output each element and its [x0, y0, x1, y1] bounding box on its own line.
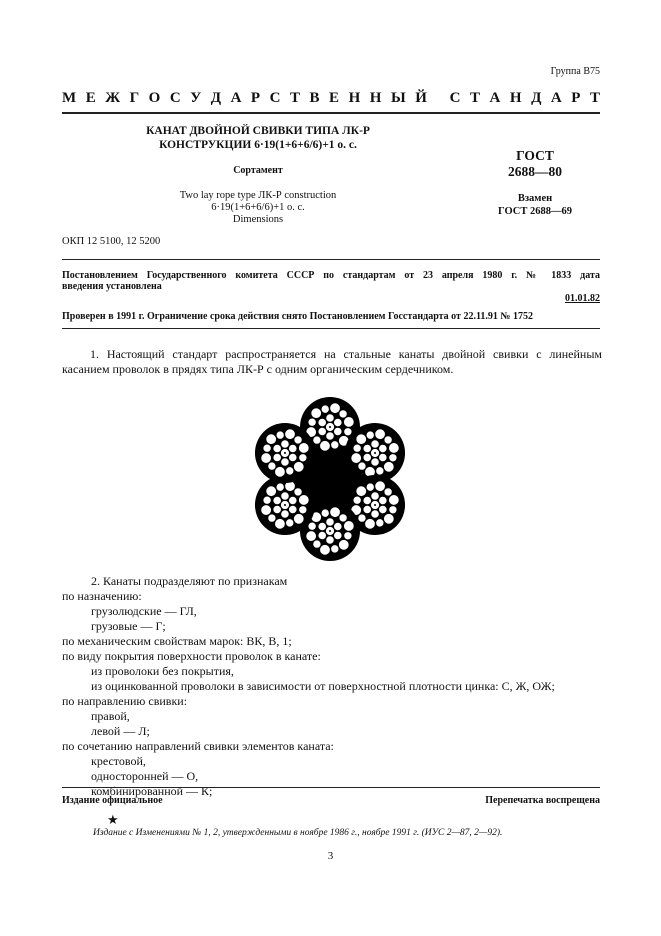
banner-letter: А [489, 90, 501, 106]
reprint-prohibited-label: Перепечатка воспрещена [485, 795, 600, 806]
strand-center-dot [374, 452, 376, 454]
list-line: по направлению свивки: [62, 694, 188, 708]
banner-letter: С [269, 90, 281, 106]
strand-wire [263, 496, 271, 504]
strand-wire [338, 539, 349, 550]
strand-wire [363, 444, 372, 453]
strand-wire [276, 483, 284, 491]
effective-date: 01.01.82 [565, 293, 600, 304]
strand-wire [273, 444, 282, 453]
strand-wire [326, 536, 335, 545]
strand-wire [318, 531, 327, 540]
decree-line-1: Постановлением Государственного комитета СССР по стандартам от 23 апреля 1980 г. № 1833 дата [62, 270, 600, 281]
strand-wire [326, 518, 335, 527]
list-line: по назначению: [62, 589, 142, 603]
page-number: 3 [327, 850, 334, 862]
banner-letter: Д [531, 90, 542, 106]
banner-letter: У [190, 90, 202, 106]
strand-wire [276, 431, 284, 439]
footer-divider [62, 787, 600, 788]
strand-wire [366, 483, 374, 491]
okp-divider [62, 259, 600, 260]
paragraph-1: 1. Настоящий стандарт распространяется на стальные канаты двойной свивки с линейным касанием проволок в прядях типа ЛК-Р с одним органическим сердечником. [62, 347, 602, 376]
strand-wire [389, 506, 397, 514]
strand-wire [384, 436, 392, 444]
strand-center-dot [374, 504, 376, 506]
banner-letter: Т [470, 90, 481, 106]
rope-cross-section-drawing [238, 394, 423, 564]
strand-wire [379, 496, 388, 505]
strand-wire [273, 505, 282, 514]
banner-letter: Р [571, 90, 581, 106]
banner-letter: С [449, 90, 461, 106]
banner-letter: Е [85, 90, 96, 106]
strand-wire [371, 440, 380, 449]
banner-letter: Р [250, 90, 261, 106]
banner-letter: О [148, 90, 161, 106]
strand-wire [266, 486, 277, 497]
strand-wire [266, 434, 277, 445]
english-title-line-1: Two lay rope type ЛК-Р construction [179, 190, 337, 201]
list-line: по сочетанию направлений свивки элементов каната: [62, 739, 334, 753]
strand-wire [383, 461, 394, 472]
list-line: 2. Канаты подразделяют по признакам [91, 574, 288, 588]
strand-center-dot [329, 426, 331, 428]
banner-letter: Т [289, 90, 300, 106]
banner-letter: М [62, 90, 77, 106]
strand-wire [353, 444, 361, 452]
strand-wire [379, 505, 388, 514]
strand-center-dot [329, 530, 331, 532]
strand-wire [273, 453, 282, 462]
strand-wire [356, 486, 367, 497]
strand-wire [333, 418, 342, 427]
strand-wire [281, 458, 290, 467]
strand-wire [286, 519, 294, 527]
strand-wire [331, 441, 339, 449]
banner-letter: Г [129, 90, 140, 106]
strand-wire [333, 522, 342, 531]
strand-wire [318, 522, 327, 531]
strand-wire [281, 440, 290, 449]
strand-wire [333, 531, 342, 540]
strand-wire [333, 427, 342, 436]
strand-wire [281, 510, 290, 519]
strand-wire [388, 495, 399, 506]
strand-wire [363, 453, 372, 462]
strand-wire [363, 496, 372, 505]
list-line: правой, [91, 709, 130, 723]
strand-wire [263, 444, 271, 452]
strand-wire [299, 454, 307, 462]
title-line-1: КАНАТ ДВОЙНОЙ СВИВКИ ТИПА ЛК-Р [146, 125, 370, 137]
banner-letter: С [169, 90, 181, 106]
strand-wire [288, 505, 297, 514]
strand-wire [331, 545, 339, 553]
banner-letter: Н [348, 90, 361, 106]
banner-letter: Н [509, 90, 522, 106]
strand-wire [281, 492, 290, 501]
banner-gap [436, 90, 440, 107]
strand-wire [311, 408, 322, 419]
banner-letter: А [550, 90, 562, 106]
okp-code: ОКП 12 5100, 12 5200 [62, 236, 161, 247]
strand-wire [321, 405, 329, 413]
strand-wire [366, 431, 374, 439]
strand-wire [288, 496, 297, 505]
strand-wire [318, 418, 327, 427]
strand-wire [261, 453, 272, 464]
strand-wire [326, 414, 335, 423]
instead-label: Взамен [517, 193, 553, 204]
strand-wire [326, 432, 335, 441]
list-line: грузолюдские — ГЛ, [91, 604, 197, 618]
list-line: грузовые — Г; [91, 619, 166, 633]
strand-wire [343, 521, 354, 532]
replaced-gost: ГОСТ 2688—69 [498, 206, 572, 217]
banner-letter: Т [589, 90, 600, 106]
interstate-standard-banner [62, 90, 600, 107]
list-line: односторонней — О, [91, 769, 199, 783]
strand-wire [308, 418, 316, 426]
strand-wire [389, 454, 397, 462]
star-icon: ★ [107, 812, 119, 827]
decree-line-2: введения установлена [62, 281, 162, 292]
strand-wire [376, 467, 384, 475]
strand-wire [371, 458, 380, 467]
strand-wire [318, 427, 327, 436]
strand-wire [363, 505, 372, 514]
strand-wire [353, 496, 361, 504]
strand-wire [376, 519, 384, 527]
strand-wire [293, 461, 304, 472]
edition-note: Издание с Изменениями № 1, 2, утвержденными в ноябре 1986 г., ноябре 1991 г. (ИУС 2—87, 2—92). [93, 828, 503, 838]
strand-wire [351, 453, 362, 464]
replaces-block [470, 192, 600, 218]
strand-wire [379, 453, 388, 462]
list-line: левой — Л; [91, 724, 150, 738]
strand-wire [298, 443, 309, 454]
banner-divider [62, 112, 600, 114]
strand-center-dot [284, 504, 286, 506]
list-line: по виду покрытия поверхности проволок в канате: [62, 649, 321, 663]
list-line: из оцинкованной проволоки в зависимости от поверхностной плотности цинка: С, Ж, ОЖ; [91, 679, 555, 693]
gost-label: ГОСТ [516, 148, 554, 163]
classification-list [62, 574, 622, 799]
banner-letter: Н [369, 90, 382, 106]
list-line: крестовой, [91, 754, 146, 768]
strand-wire [383, 513, 394, 524]
strand-wire [344, 428, 352, 436]
english-title-line-2: 6·19(1+6+6/6)+1 о. с. [211, 202, 305, 213]
list-line: из проволоки без покрытия, [91, 664, 234, 678]
strand-wire [371, 510, 380, 519]
banner-letter: Ы [390, 90, 406, 106]
strand-wire [288, 444, 297, 453]
strand-wire [379, 444, 388, 453]
strand-wire [298, 495, 309, 506]
title-line-2: КОНСТРУКЦИИ 6·19(1+6+6/6)+1 о. с. [159, 139, 357, 151]
group-code: Группа В75 [550, 66, 600, 77]
list-line: по механическим свойствам марок: ВК, В, 1; [62, 634, 292, 648]
official-edition-label: Издание официальное [62, 795, 163, 806]
english-title-line-3: Dimensions [232, 214, 284, 225]
strand-wire [343, 417, 354, 428]
decree-divider [62, 328, 600, 329]
strand-center-dot [284, 452, 286, 454]
document-subtitle: Сортамент [233, 165, 283, 176]
strand-wire [293, 513, 304, 524]
banner-letter: В [309, 90, 320, 106]
list-line: комбинированной — К; [91, 784, 213, 798]
strand-wire [299, 506, 307, 514]
strand-wire [288, 453, 297, 462]
english-title [118, 190, 398, 226]
banner-letter: Й [415, 90, 427, 106]
rope-cross-section-figure [238, 394, 423, 569]
checked-note: Проверен в 1991 г. Ограничение срока действия снято Постановлением Госстандарта от 22.11.91 № 1752 [62, 311, 533, 322]
strand-wire [321, 509, 329, 517]
strand-wire [344, 532, 352, 540]
banner-letter: А [230, 90, 242, 106]
strand-wire [308, 522, 316, 530]
gost-designation [470, 148, 600, 180]
strand-wire [306, 531, 317, 542]
strand-wire [268, 514, 276, 522]
document-title [118, 124, 398, 152]
banner-letter: Е [329, 90, 340, 106]
strand-wire [273, 496, 282, 505]
strand-wire [371, 492, 380, 501]
banner-letter: Ж [105, 90, 121, 106]
strand-wire [356, 434, 367, 445]
banner-letter: Д [210, 90, 222, 106]
gost-number: 2688—80 [508, 164, 562, 179]
strand-wire [286, 467, 294, 475]
